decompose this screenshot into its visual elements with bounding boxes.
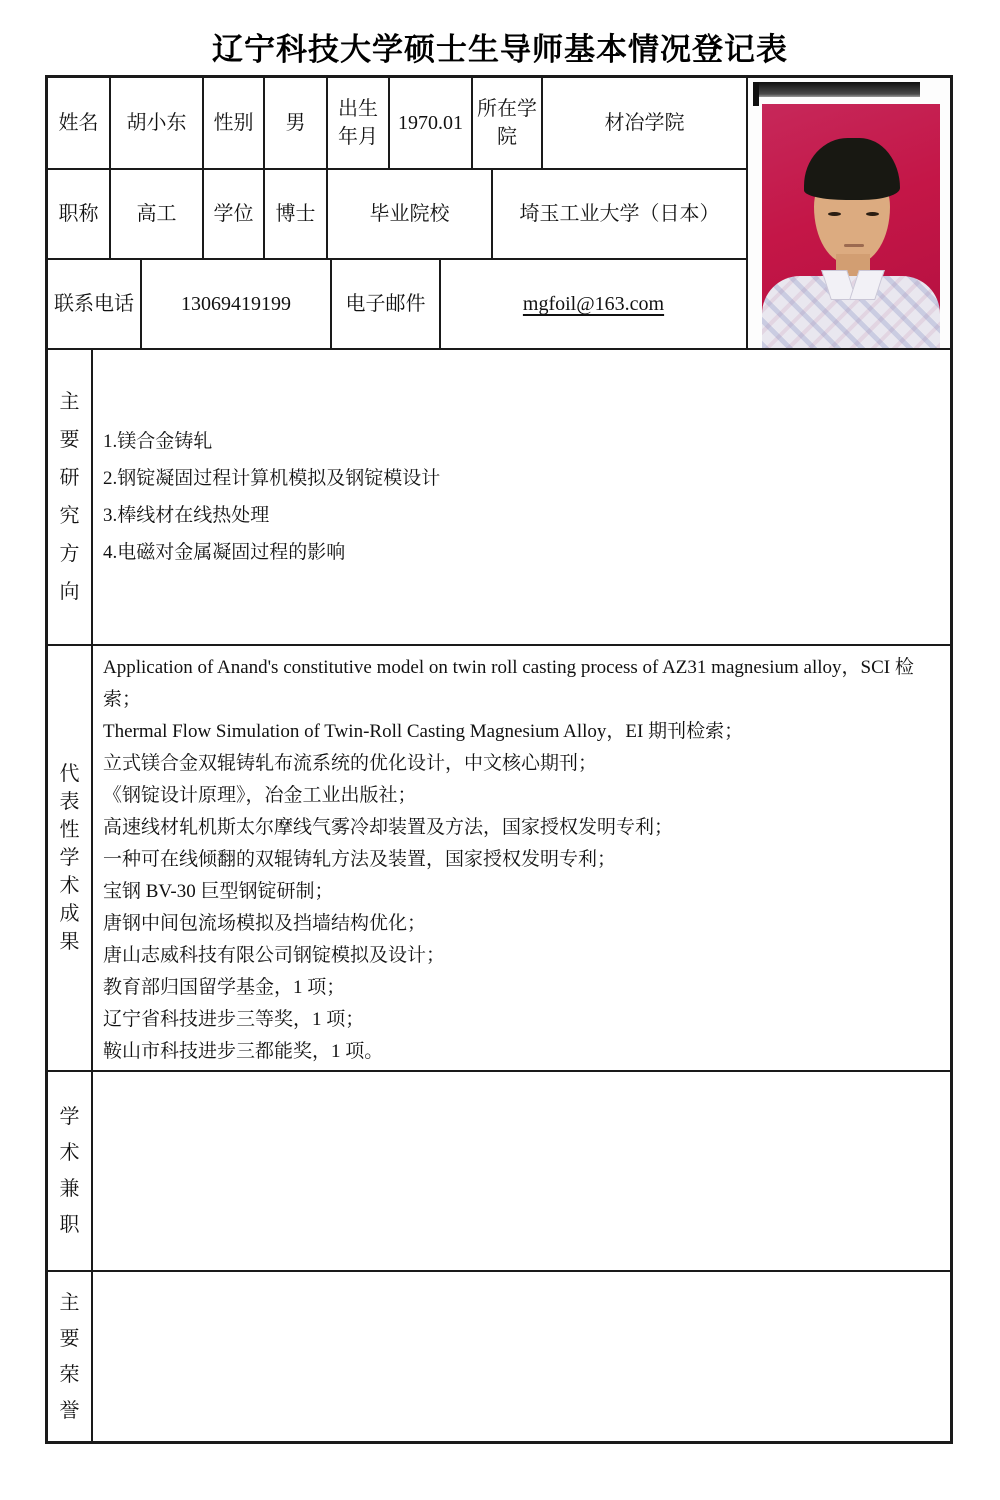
college-value: 材冶学院 bbox=[604, 112, 685, 134]
prof-title-value: 高工 bbox=[111, 170, 204, 258]
list-item: 辽宁省科技进步三等奖，1 项； bbox=[103, 1009, 365, 1030]
scan-artifact-strip bbox=[753, 82, 920, 97]
id-photo bbox=[762, 104, 940, 348]
registration-form-table bbox=[45, 75, 953, 1444]
photo-eye-right bbox=[866, 212, 879, 216]
research-directions-content bbox=[93, 350, 950, 644]
academic-posts-label: 学术兼职 bbox=[48, 1072, 93, 1270]
basic-info-section bbox=[48, 78, 950, 350]
research-directions-label: 主要研究方向 bbox=[48, 350, 93, 644]
list-item: 鞍山市科技进步三都能奖，1 项。 bbox=[103, 1041, 384, 1062]
photo-cell bbox=[748, 78, 950, 348]
table-row bbox=[48, 168, 746, 258]
table-row bbox=[48, 258, 746, 348]
school-label: 毕业院校 bbox=[328, 170, 493, 258]
achievements-content bbox=[93, 646, 950, 1070]
list-item: 宝钢 BV-30 巨型钢锭研制； bbox=[103, 881, 334, 902]
gender-label: 性别 bbox=[204, 78, 265, 168]
name-label: 姓名 bbox=[48, 78, 111, 168]
prof-title-label: 职称 bbox=[48, 170, 111, 258]
list-item: Application of Anand's constitutive model on twin roll casting process of AZ31 magnesium alloy，SCI 检索； bbox=[103, 657, 914, 710]
list-item: 3.棒线材在线热处理 bbox=[103, 505, 270, 526]
email-label: 电子邮件 bbox=[332, 260, 441, 348]
basic-info-grid bbox=[48, 78, 748, 348]
list-item: 1.镁合金铸轧 bbox=[103, 431, 213, 452]
list-item: Thermal Flow Simulation of Twin-Roll Casting Magnesium Alloy，EI 期刊检索； bbox=[103, 721, 744, 742]
name-value: 胡小东 bbox=[111, 78, 204, 168]
gender-value: 男 bbox=[265, 78, 328, 168]
email-value bbox=[441, 260, 746, 348]
list-item: 一种可在线倾翻的双辊铸轧方法及装置，国家授权发明专利； bbox=[103, 849, 617, 870]
list-item: 立式镁合金双辊铸轧布流系统的优化设计，中文核心期刊； bbox=[103, 753, 598, 774]
email-text: mgfoil@163.com bbox=[522, 293, 665, 315]
research-directions-section bbox=[48, 350, 950, 644]
list-item: 2.钢锭凝固过程计算机模拟及钢锭模设计 bbox=[103, 468, 441, 489]
achievements-section bbox=[48, 644, 950, 1070]
photo-hair bbox=[804, 138, 900, 200]
academic-posts-content bbox=[93, 1072, 950, 1270]
table-row bbox=[48, 78, 746, 168]
honors-label: 主要荣誉 bbox=[48, 1272, 93, 1441]
phone-label: 联系电话 bbox=[48, 260, 142, 348]
school-value: 埼玉工业大学（日本） bbox=[519, 203, 720, 225]
honors-content bbox=[93, 1272, 950, 1441]
list-item: 教育部归国留学基金，1 项； bbox=[103, 977, 346, 998]
academic-posts-section bbox=[48, 1070, 950, 1270]
achievements-label: 代表性学术成果 bbox=[48, 646, 93, 1070]
photo-eye-left bbox=[828, 212, 841, 216]
degree-value: 博士 bbox=[265, 170, 328, 258]
list-item: 唐钢中间包流场模拟及挡墙结构优化； bbox=[103, 913, 427, 934]
list-item: 《钢锭设计原理》，冶金工业出版社； bbox=[103, 785, 417, 806]
list-item: 高速线材轧机斯太尔摩线气雾冷却装置及方法，国家授权发明专利； bbox=[103, 817, 674, 838]
birth-label: 出生年月 bbox=[328, 78, 390, 168]
page-title: 辽宁科技大学硕士生导师基本情况登记表 bbox=[212, 32, 788, 67]
degree-label: 学位 bbox=[204, 170, 265, 258]
phone-value: 13069419199 bbox=[142, 260, 332, 348]
college-label: 所在学院 bbox=[473, 78, 543, 168]
honors-section bbox=[48, 1270, 950, 1441]
list-item: 唐山志威科技有限公司钢锭模拟及设计； bbox=[103, 945, 446, 966]
photo-mouth bbox=[844, 244, 864, 247]
birth-value: 1970.01 bbox=[390, 78, 473, 168]
list-item: 4.电磁对金属凝固过程的影响 bbox=[103, 542, 346, 563]
